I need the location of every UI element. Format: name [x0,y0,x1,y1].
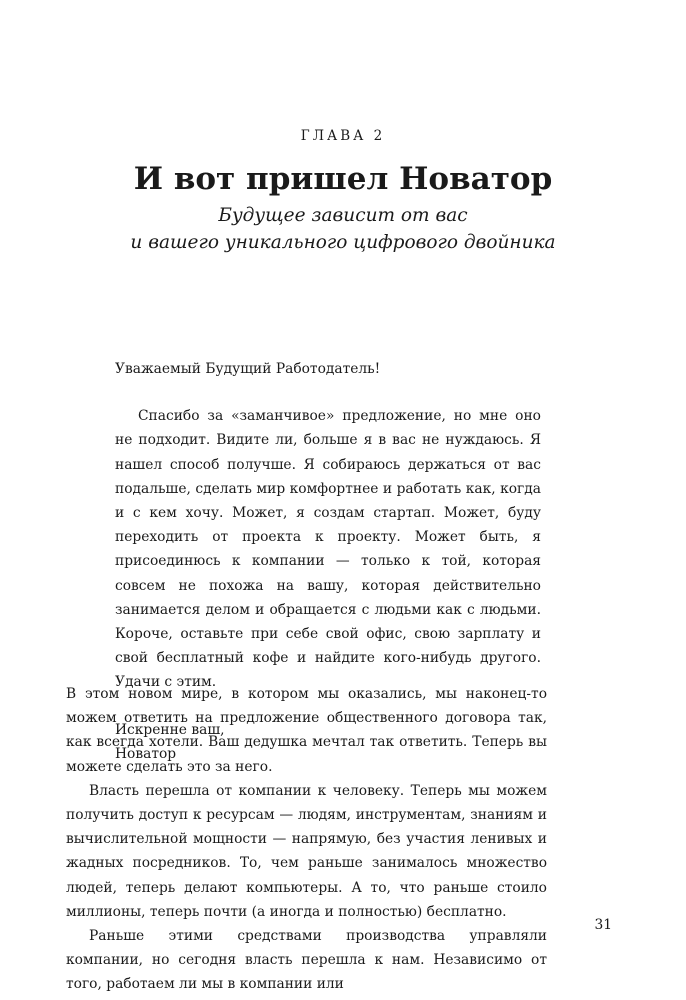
chapter-subtitle [0,202,686,256]
letter-closing: Искренне ваш, [115,721,225,738]
paragraph-2: Власть перешла от компании к человеку. Теперь мы можем получить доступ к ресурсам — людям, инструментам, знаниям и вычислительной мощности — напрямую, без участия ленивых и жадных посредников. То, чем раньше занималось множество людей, теперь делают компьютеры. А то, что раньше стоило миллионы, теперь почти (а иногда и полностью) бесплатно. [66,782,547,920]
main-text [66,682,547,997]
chapter-label: ГЛАВА 2 [300,128,386,144]
letter-salutation: Уважаемый Будущий Работодатель! [115,361,381,377]
letter-signature: Новатор [115,745,177,762]
page-number: 31 [594,917,612,933]
subtitle-line-2: и вашего уникального цифрового двойника [130,232,556,253]
paragraph-3: Раньше этими средствами производства управляли компании, но сегодня власть перешла к нам. Независимо от того, работаем ли мы в компании или [66,928,547,993]
letter-body: Спасибо за «заманчивое» предложение, но мне оно не подходит. Видите ли, больше я в вас не нуждаюсь. Я нашел способ получше. Я собираюсь держаться от вас подальше, сделать мир комфортнее и работать как, когда и с кем хочу. Может, я создам стартап. Может, буду переходить от проекта к проекту. Может быть, я присоединюсь к компании — только к той, которая совсем не похожа на вашу, которая действительно занимается делом и обращается с людьми как с людьми. Короче, оставьте при себе свой офис, свою зарплату и свой бесплатный кофе и найдите кого-нибудь другого. Удачи с этим. [115,408,541,691]
chapter-title: И вот пришел Новатор [133,161,553,197]
subtitle-line-1: Будущее зависит от вас [218,205,468,226]
paragraph-1: В этом новом мире, в котором мы оказались, мы наконец-то можем ответить на предложение общественного договора так, как всегда хотели. Ваш дедушка мечтал так ответить. Теперь вы можете сделать это за него. [66,686,547,775]
